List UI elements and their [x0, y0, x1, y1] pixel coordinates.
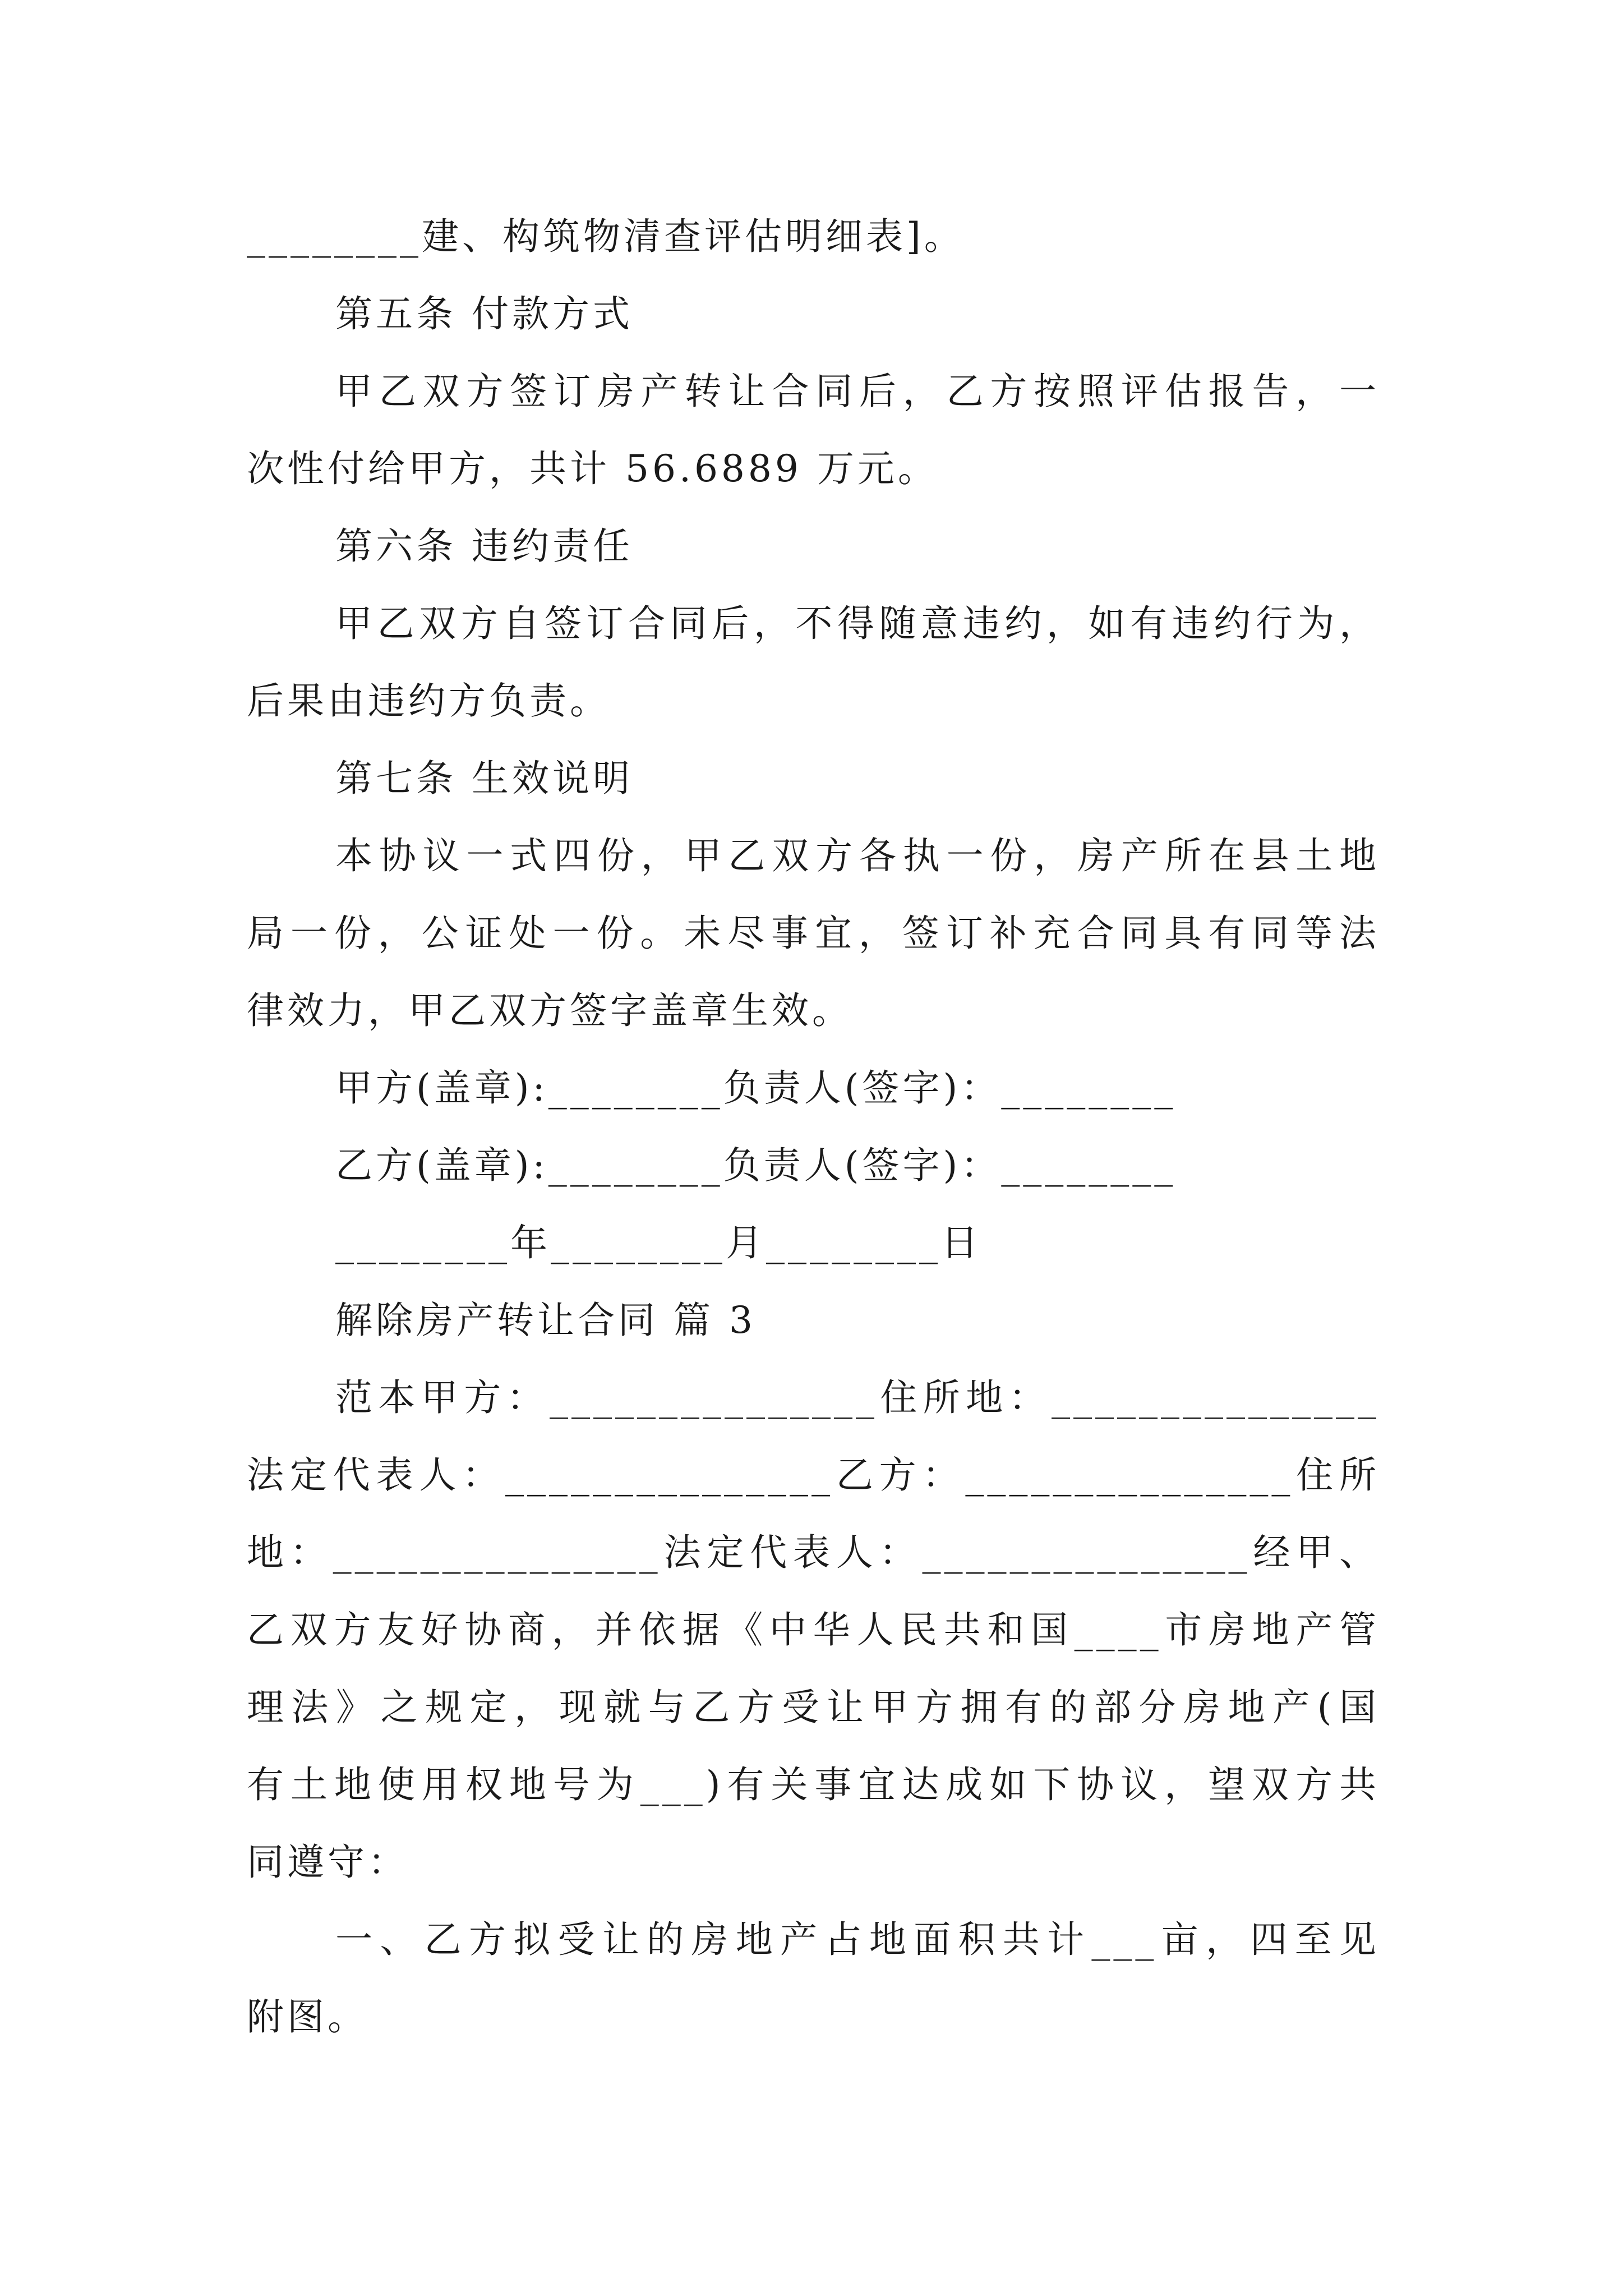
- article-5-heading: 第五条 付款方式: [335, 292, 633, 335]
- text-line-18: 地：_______________法定代表人：_______________经甲、: [247, 1531, 1380, 1574]
- date-line: ________年________月________日: [335, 1221, 981, 1264]
- text-line-17: 法定代表人：_______________乙方：_______________住所: [247, 1453, 1380, 1497]
- article-6-heading: 第六条 违约责任: [335, 524, 633, 568]
- text-line-24: 附图。: [247, 1995, 368, 2039]
- text-line-11: 律效力，甲乙双方签字盖章生效。: [247, 989, 852, 1032]
- text-line-7: 后果由违约方负责。: [247, 679, 610, 723]
- text-line-21: 有土地使用权地号为___)有关事宜达成如下协议，望双方共: [247, 1763, 1380, 1806]
- text-line-23: 一、乙方拟受让的房地产占地面积共计___亩，四至见: [335, 1918, 1380, 1961]
- party-b-signature-line: 乙方(盖章):________负责人(签字)：________: [335, 1144, 1177, 1187]
- article-7-heading: 第七条 生效说明: [335, 757, 633, 800]
- text-line-3: 甲乙双方签订房产转让合同后，乙方按照评估报告，一: [335, 370, 1380, 413]
- text-line-20: 理法》之规定，现就与乙方受让甲方拥有的部分房地产(国: [247, 1686, 1380, 1729]
- text-line-16: 范本甲方：_______________住所地：_______________: [335, 1376, 1380, 1419]
- text-line-10: 局一份，公证处一份。未尽事宜，签订补充合同具有同等法: [247, 912, 1380, 955]
- text-line-1: ________建、构筑物清查评估明细表]。: [247, 215, 965, 258]
- text-line-22: 同遵守：: [247, 1841, 408, 1884]
- text-line-9: 本协议一式四份，甲乙双方各执一份，房产所在县土地: [335, 834, 1380, 877]
- section-heading: 解除房产转让合同 篇 3: [335, 1299, 756, 1342]
- text-line-4: 次性付给甲方，共计 56.6889 万元。: [247, 447, 938, 490]
- party-a-signature-line: 甲方(盖章):________负责人(签字)：________: [335, 1066, 1177, 1110]
- text-line-6: 甲乙双方自签订合同后，不得随意违约，如有违约行为，: [335, 602, 1380, 645]
- text-line-19: 乙双方友好协商，并依据《中华人民共和国____市房地产管: [247, 1608, 1380, 1651]
